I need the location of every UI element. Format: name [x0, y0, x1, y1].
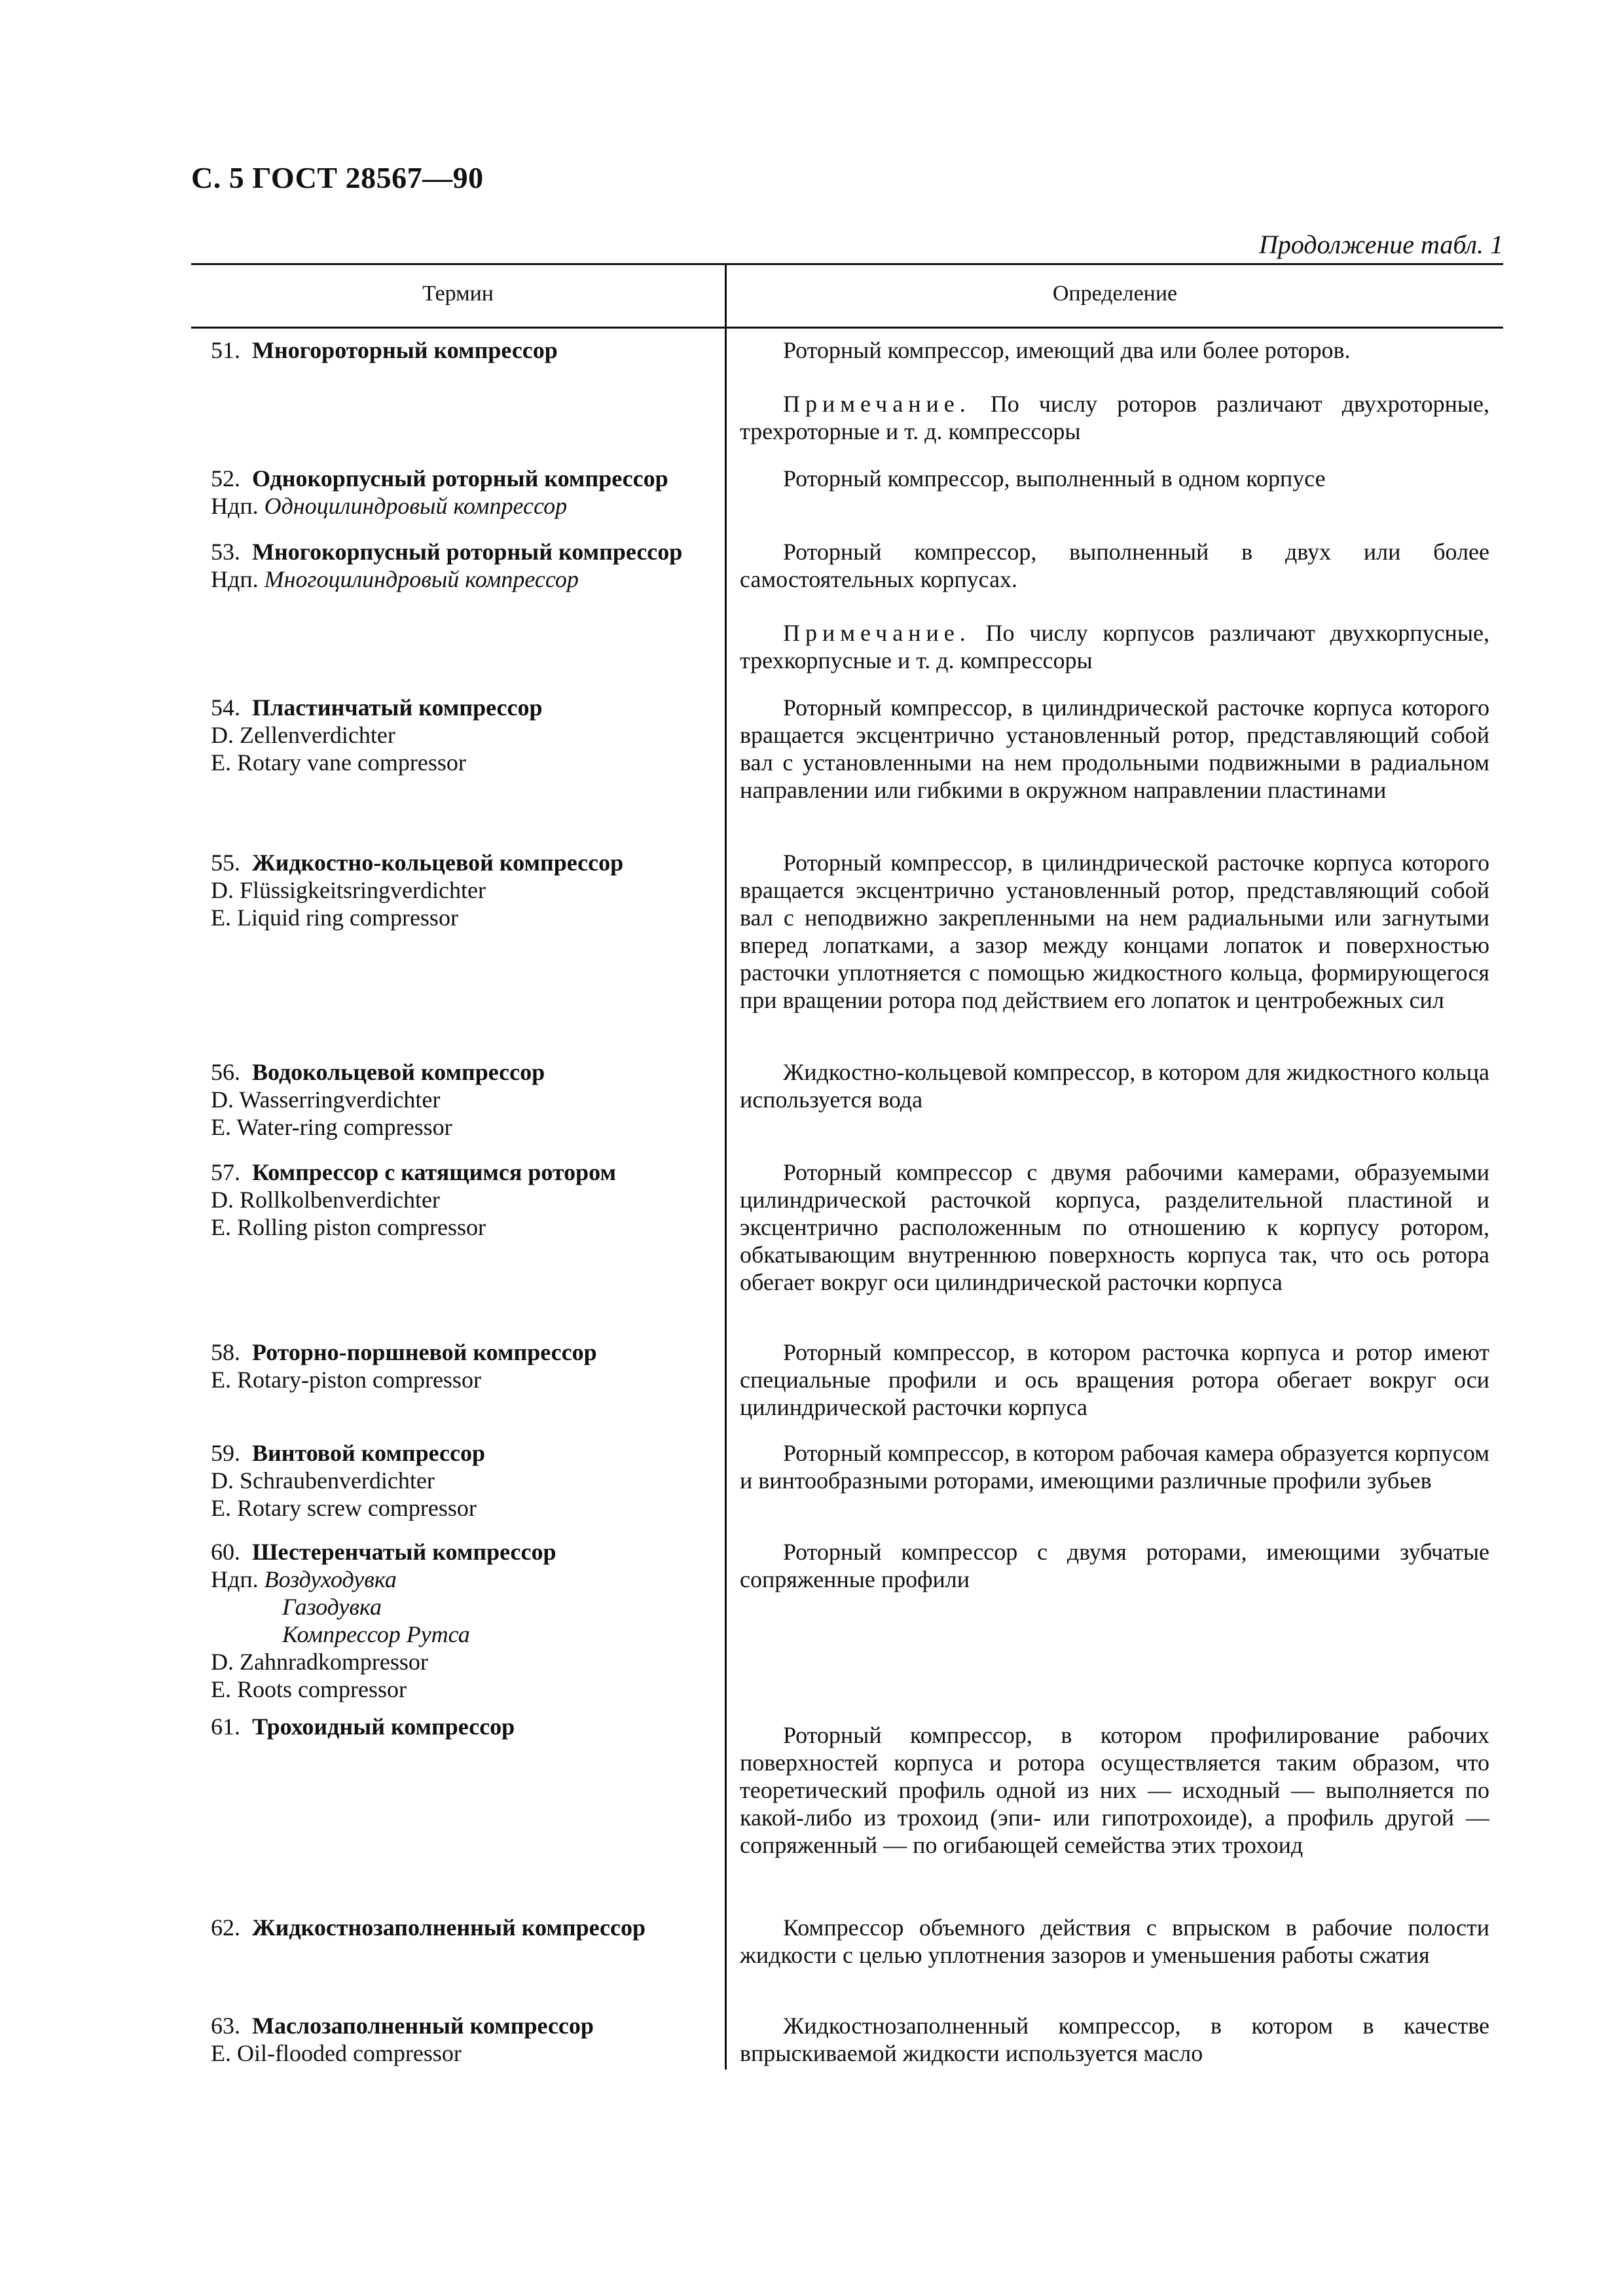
- term-number: 54.: [211, 694, 240, 721]
- term-english: E. Rolling piston compressor: [211, 1214, 486, 1240]
- definition-62: [740, 1914, 1489, 1969]
- definition-text: Жидкостнозаполненный компрессор, в котором в качестве впрыскиваемой жидкости используется масло: [740, 2013, 1489, 2066]
- term-61: [211, 1713, 721, 1740]
- term-number: 63.: [211, 2013, 240, 2039]
- term-55: [211, 849, 721, 931]
- column-divider: [725, 263, 727, 2070]
- definition-text: Роторный компрессор, выполненный в одном корпусе: [783, 465, 1326, 492]
- definition-54: [740, 694, 1489, 804]
- term-number: 52.: [211, 465, 240, 492]
- definition-63: [740, 2012, 1489, 2067]
- term-synonym: Газодувка: [282, 1594, 382, 1620]
- term-name: Многокорпусный роторный компрессор: [252, 539, 683, 565]
- column-header-term: Термин: [422, 281, 494, 306]
- term-name: Жидкостно-кольцевой компрессор: [252, 850, 624, 876]
- term-english: E. Rotary vane compressor: [211, 749, 466, 776]
- term-name: Многороторный компрессор: [252, 337, 558, 363]
- term-name: Компрессор с катящимся ротором: [252, 1159, 616, 1185]
- definition-text: Роторный компрессор, в цилиндрической расточке корпуса которого вращается эксцентрично установленный ротор, представляющий собой вал с неподвижно закрепленными на нем радиальными или загнутыми вперед лопатками, а зазор между концами лопаток и поверхностью расточки уплотняется с помощью жидкостного кольца, формирующегося при вращении ротора под действием его лопаток и центробежных сил: [740, 850, 1489, 1013]
- term-name: Шестеренчатый компрессор: [252, 1539, 556, 1565]
- definition-text: Роторный компрессор, в котором расточка корпуса и ротор имеют специальные профили и ось вращения ротора обегает вокруг оси цилиндрической расточки корпуса: [740, 1339, 1489, 1420]
- term-name: Винтовой компрессор: [252, 1440, 486, 1466]
- term-english: E. Roots compressor: [211, 1676, 407, 1702]
- term-english: E. Oil-flooded compressor: [211, 2040, 462, 2066]
- definition-text: Роторный компрессор, в цилиндрической расточке корпуса которого вращается эксцентрично установленный ротор, представляющий собой вал с установленными на нем продольными подвижными в радиальном направлении или гибкими в окружном направлении пластинами: [740, 694, 1489, 803]
- definition-text: Роторный компрессор, имеющий два или более роторов.: [783, 337, 1351, 363]
- definition-60: [740, 1538, 1489, 1593]
- table-top-rule: [191, 263, 1503, 265]
- definition-51: [740, 336, 1489, 445]
- definition-text: Роторный компрессор, в котором рабочая камера образуется корпусом и винтообразными роторами, имеющими различные профили зубьев: [740, 1440, 1489, 1494]
- term-number: 53.: [211, 539, 240, 565]
- ndp-prefix: Ндп.: [211, 1566, 264, 1592]
- term-62: [211, 1914, 721, 1941]
- term-53: [211, 538, 721, 593]
- table-header-rule: [191, 327, 1503, 329]
- term-synonym: Воздуходувка: [264, 1566, 397, 1592]
- term-english: E. Liquid ring compressor: [211, 905, 458, 931]
- definition-note: [740, 390, 1489, 445]
- term-54: [211, 694, 721, 776]
- column-header-definition: Определение: [1052, 281, 1178, 306]
- term-57: [211, 1158, 721, 1241]
- term-name: Водокольцевой компрессор: [252, 1059, 545, 1085]
- note-text: По числу корпусов различают двухкорпусные, трехкорпусные и т. д. компрессоры: [740, 620, 1489, 673]
- term-number: 62.: [211, 1914, 240, 1941]
- term-german: D. Zahnradkompressor: [211, 1649, 428, 1675]
- term-51: [211, 336, 721, 364]
- term-60: [211, 1538, 721, 1703]
- term-name: Маслозаполненный компрессор: [252, 2013, 594, 2039]
- term-58: [211, 1338, 721, 1393]
- term-english: E. Water-ring compressor: [211, 1114, 452, 1140]
- definition-55: [740, 849, 1489, 1014]
- definition-note: [740, 619, 1489, 674]
- term-english: E. Rotary-piston compressor: [211, 1367, 481, 1393]
- definition-text: Роторный компрессор, выполненный в двух или более самостоятельных корпусах.: [740, 539, 1489, 592]
- term-german: D. Zellenverdichter: [211, 722, 395, 748]
- term-number: 56.: [211, 1059, 240, 1085]
- term-german: D. Wasserringverdichter: [211, 1086, 441, 1113]
- term-number: 51.: [211, 337, 240, 363]
- term-number: 55.: [211, 850, 240, 876]
- definition-53: [740, 538, 1489, 674]
- term-number: 61.: [211, 1713, 240, 1740]
- term-63: [211, 2012, 721, 2067]
- term-german: D. Flüssigkeitsringverdichter: [211, 877, 486, 903]
- term-name: Однокорпусный роторный компрессор: [252, 465, 668, 492]
- definition-57: [740, 1158, 1489, 1296]
- terms-table: [191, 263, 1503, 2070]
- term-name: Жидкостнозаполненный компрессор: [252, 1914, 646, 1941]
- definition-text: Роторный компрессор с двумя рабочими камерами, образуемыми цилиндрической расточкой корпуса, разделительной пластиной и эксцентрично расположенным по отношению к корпусу ротором, обкатывающим внутреннюю поверхность корпуса так, что ось ротора обегает вокруг оси цилиндрической расточки корпуса: [740, 1159, 1489, 1295]
- note-label: Примечание.: [783, 391, 971, 417]
- term-german: D. Schraubenverdichter: [211, 1467, 435, 1494]
- note-text: По числу роторов различают двухроторные, трехроторные и т. д. компрессоры: [740, 391, 1489, 444]
- term-name: Пластинчатый компрессор: [252, 694, 543, 721]
- table-continuation-label: Продолжение табл. 1: [1258, 230, 1503, 259]
- definition-58: [740, 1338, 1489, 1421]
- page-header: С. 5 ГОСТ 28567—90: [191, 161, 484, 194]
- term-name: Роторно-поршневой компрессор: [252, 1339, 597, 1365]
- definition-56: [740, 1058, 1489, 1113]
- term-synonym: Компрессор Рутса: [282, 1621, 470, 1647]
- term-52: [211, 465, 721, 520]
- term-56: [211, 1058, 721, 1141]
- ndp-prefix: Ндп.: [211, 566, 264, 592]
- definition-59: [740, 1439, 1489, 1494]
- definition-text: Жидкостно-кольцевой компрессор, в котором для жидкостного кольца используется вода: [740, 1059, 1489, 1113]
- definition-61: [740, 1721, 1489, 1859]
- definition-52: [740, 465, 1489, 492]
- definition-text: Роторный компрессор, в котором профилирование рабочих поверхностей корпуса и ротора осуществляется таким образом, что теоретический профиль одной из них — исходный — выполняется по какой-либо из трохоид (эпи- или гипотрохоиде), а профиль другой — сопряженный — по огибающей семейства этих трохоид: [740, 1722, 1489, 1858]
- term-number: 58.: [211, 1339, 240, 1365]
- term-name: Трохоидный компрессор: [252, 1713, 515, 1740]
- definition-text: Компрессор объемного действия с впрыском в рабочие полости жидкости с целью уплотнения зазоров и уменьшения работы сжатия: [740, 1914, 1489, 1968]
- note-label: Примечание.: [783, 620, 971, 646]
- definition-text: Роторный компрессор с двумя роторами, имеющими зубчатые сопряженные профили: [740, 1539, 1489, 1592]
- ndp-prefix: Ндп.: [211, 493, 264, 519]
- term-synonym: Одноцилиндровый компрессор: [264, 493, 568, 519]
- term-number: 57.: [211, 1159, 240, 1185]
- term-synonym: Многоцилиндровый компрессор: [264, 566, 579, 592]
- term-number: 60.: [211, 1539, 240, 1565]
- term-german: D. Rollkolbenverdichter: [211, 1187, 440, 1213]
- term-59: [211, 1439, 721, 1522]
- term-number: 59.: [211, 1440, 240, 1466]
- term-english: E. Rotary screw compressor: [211, 1495, 477, 1521]
